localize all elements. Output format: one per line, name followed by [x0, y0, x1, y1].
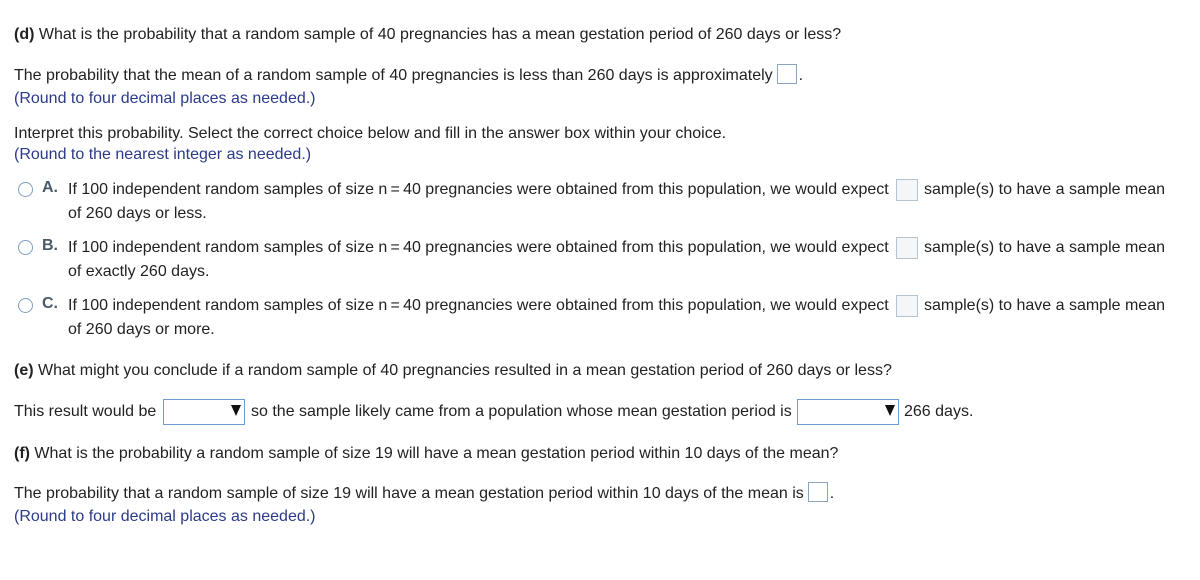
part-d-label: (d) — [14, 26, 35, 43]
dropdown-arrow-icon — [231, 405, 241, 416]
part-e-dropdown-1[interactable] — [163, 399, 245, 425]
part-d-round-hint: (Round to four decimal places as needed.) — [14, 90, 316, 107]
part-f-question — [14, 444, 838, 464]
choice-a-line2: of 260 days or less. — [68, 205, 207, 222]
part-d-question-text: What is the probability that a random sample of 40 pregnancies has a mean gestation period of 260 days or less? — [34, 26, 842, 43]
interpret-round-hint: (Round to the nearest integer as needed.) — [14, 146, 312, 163]
choice-a-text-after: sample(s) to have a sample mean — [924, 181, 1165, 198]
choice-b-text-after: sample(s) to have a sample mean — [924, 239, 1165, 256]
choice-b-letter: B. — [42, 237, 58, 254]
interpret-prompt: Interpret this probability. Select the correct choice below and fill in the answer box within your choice. — [14, 125, 727, 142]
part-f-question-text: What is the probability a random sample of size 19 will have a mean gestation period within 10 days of the mean? — [29, 445, 839, 462]
dropdown-arrow-icon — [885, 405, 895, 416]
period: . — [798, 67, 804, 85]
part-e-question-text: What might you conclude if a random sample of 40 pregnancies resulted in a mean gestation period of 260 days or less? — [33, 362, 892, 379]
period: . — [829, 485, 835, 503]
part-f-answer-box[interactable] — [808, 482, 828, 502]
choice-a-radio[interactable] — [18, 182, 33, 197]
choice-b-radio[interactable] — [18, 240, 33, 255]
choice-c-radio[interactable] — [18, 298, 33, 313]
part-d-answer-row — [14, 66, 803, 86]
part-e-label: (e) — [14, 362, 34, 379]
part-e-dropdown-2[interactable] — [797, 399, 899, 425]
part-e-question — [14, 361, 892, 381]
part-f-label: (f) — [14, 445, 30, 462]
choice-c-letter: C. — [42, 295, 58, 312]
choice-b-line2: of exactly 260 days. — [68, 263, 210, 280]
part-e-text-3: 266 days. — [904, 403, 974, 420]
part-d-question — [14, 25, 841, 45]
choice-c-text: If 100 independent random samples of size n = 40 pregnancies were obtained from this population, we would expect — [68, 297, 889, 314]
part-e-text-1: This result would be — [14, 403, 157, 420]
part-d-answer-box[interactable] — [777, 64, 797, 84]
part-f-answer-row — [14, 484, 834, 504]
part-d-answer-sentence: The probability that the mean of a random sample of 40 pregnancies is less than 260 days is approximately — [14, 67, 773, 85]
part-f-answer-sentence: The probability that a random sample of size 19 will have a mean gestation period within 10 days of the mean is — [14, 485, 804, 503]
choice-a-letter: A. — [42, 179, 58, 196]
choice-c-text-after: sample(s) to have a sample mean — [924, 297, 1165, 314]
choice-c-answer-box[interactable] — [896, 295, 918, 317]
part-f-round-hint: (Round to four decimal places as needed.) — [14, 508, 316, 525]
choice-b-answer-box[interactable] — [896, 237, 918, 259]
choice-a-answer-box[interactable] — [896, 179, 918, 201]
part-e-text-2: so the sample likely came from a population whose mean gestation period is — [251, 403, 792, 420]
choice-c-line2: of 260 days or more. — [68, 321, 215, 338]
choice-b-text: If 100 independent random samples of size n = 40 pregnancies were obtained from this population, we would expect — [68, 239, 889, 256]
choice-a-text: If 100 independent random samples of size n = 40 pregnancies were obtained from this population, we would expect — [68, 181, 889, 198]
